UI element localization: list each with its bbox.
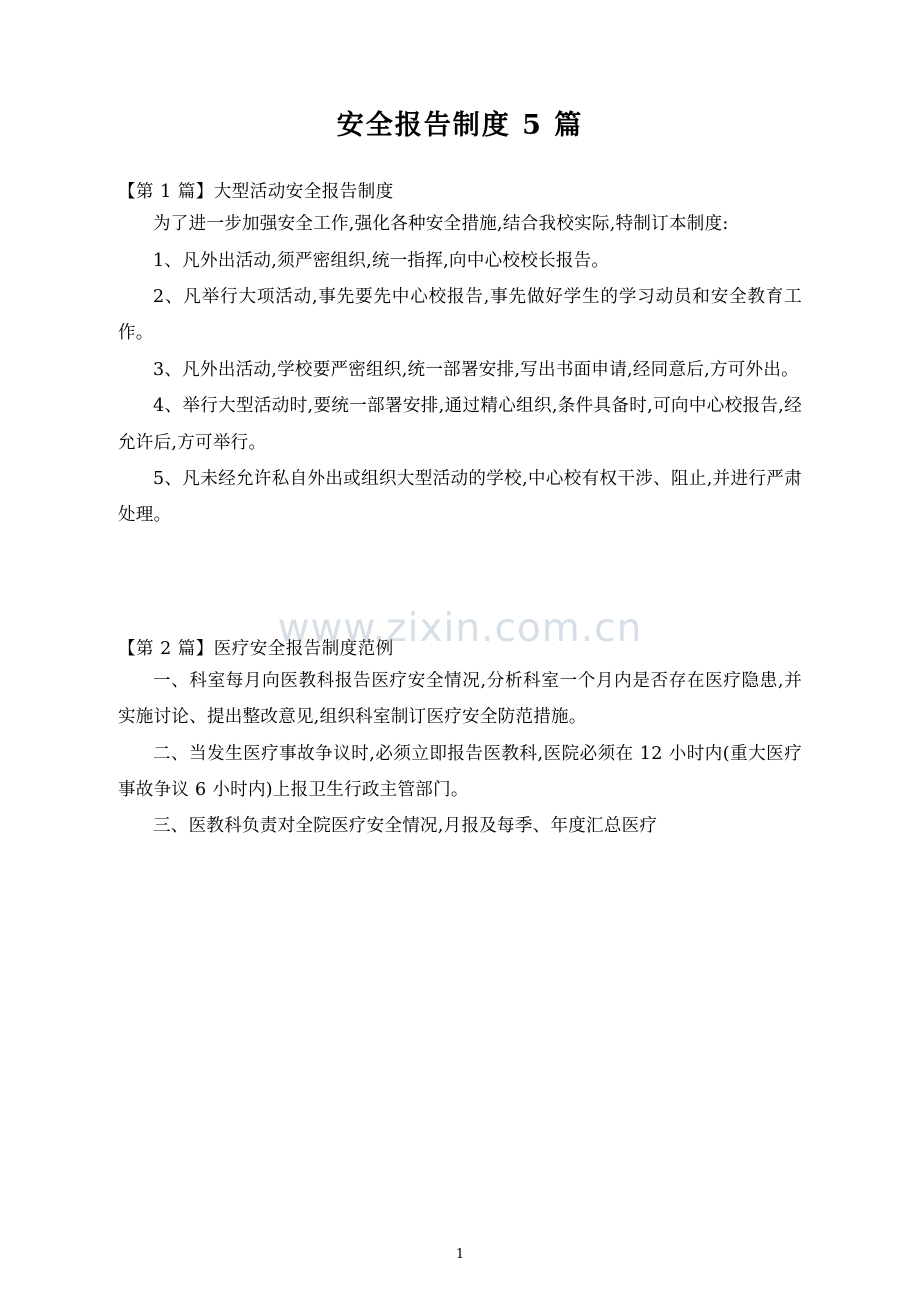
paragraph: 1、凡外出活动,须严密组织,统一指挥,向中心校校长报告。 (153, 250, 610, 271)
page-number: 1 (455, 1247, 465, 1262)
paragraph: 二、当发生医疗事故争议时,必须立即报告医教科,医院必须在 12 小时内(重大医疗事故争议 6 小时内)上报卫生行政主管部门。 (118, 743, 802, 801)
paragraph: 5、凡未经允许私自外出或组织大型活动的学校,中心校有权干涉、阻止,并进行严肃处理。 (118, 468, 802, 526)
paragraph: 一、科室每月向医教科报告医疗安全情况,分析科室一个月内是否存在医疗隐患,并实施讨论、提出整改意见,组织科室制订医疗安全防范措施。 (118, 670, 802, 728)
section-heading-1: 【第 1 篇】大型活动安全报告制度 (118, 182, 394, 203)
watermark: www.zixin.com.cn (277, 606, 643, 651)
paragraph: 4、举行大型活动时,要统一部署安排,通过精心组织,条件具备时,可向中心校报告,经允许后,方可举行。 (118, 396, 802, 453)
paragraph: 2、凡举行大项活动,事先要先中心校报告,事先做好学生的学习动员和安全教育工作。 (118, 287, 802, 344)
page-title: 安全报告制度 5 篇 (336, 110, 584, 141)
paragraph: 为了进一步加强安全工作,强化各种安全措施,结合我校实际,特制订本制度: (153, 214, 729, 235)
paragraph: 三、医教科负责对全院医疗安全情况,月报及每季、年度汇总医疗 (153, 816, 658, 837)
section-heading-2: 【第 2 篇】医疗安全报告制度范例 (118, 638, 394, 659)
section-spacer (118, 534, 802, 600)
paragraph: 3、凡外出活动,学校要严密组织,统一部署安排,写出书面申请,经同意后,方可外出。 (153, 359, 799, 380)
